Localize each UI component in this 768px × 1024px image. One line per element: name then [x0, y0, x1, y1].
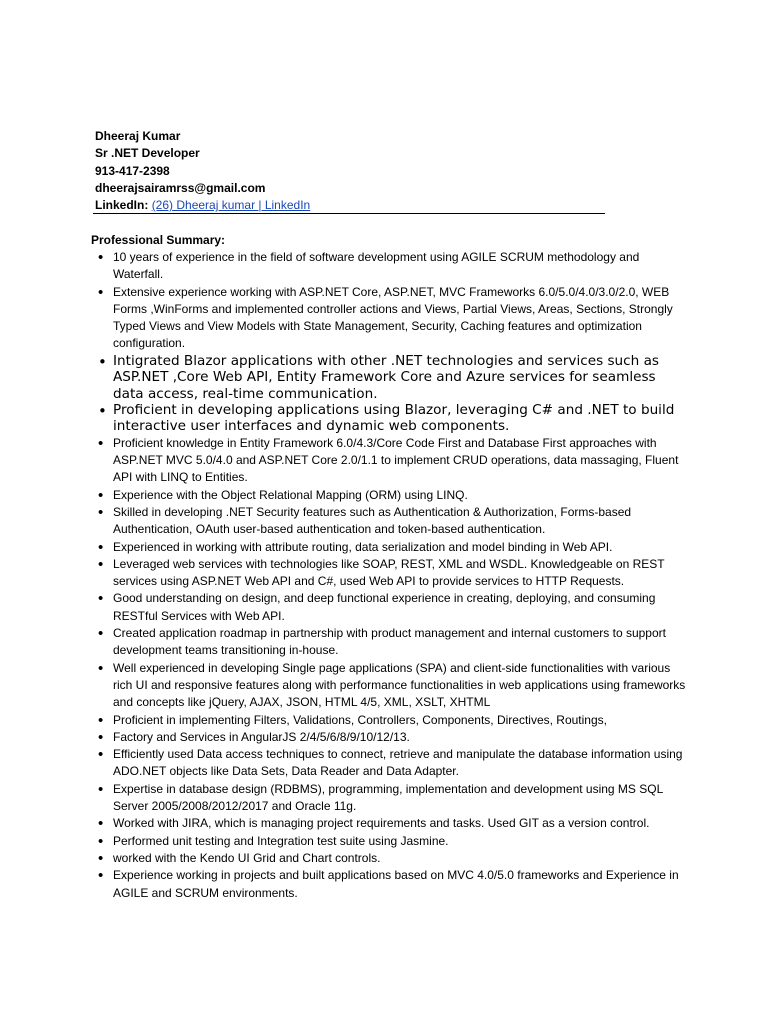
phone-number: 913-417-2398	[95, 163, 170, 178]
list-item: • Expertise in database design (RDBMS), programming, implementation and development using MS SQL Server 2005/2008/2012/2017 and Oracle 11g.	[90, 781, 690, 816]
linkedin-line	[95, 197, 695, 214]
list-item: • Proficient knowledge in Entity Framework 6.0/4.3/Core Code First and Database First approaches with ASP.NET MVC 5.0/4.0 and ASP.NET Core 2.0/1.1 to implement CRUD operations, data massaging, Fluent API with LINQ to Entities.	[90, 435, 690, 487]
summary-list	[90, 249, 690, 902]
section-heading-professional-summary: Professional Summary:	[91, 233, 226, 247]
list-item: • Proficient in implementing Filters, Validations, Controllers, Components, Directives, Routings,	[90, 712, 690, 729]
list-item: • Factory and Services in AngularJS 2/4/5/6/8/9/10/12/13.	[90, 729, 690, 746]
contact-header	[95, 128, 695, 214]
list-item: • Experience working in projects and built applications based on MVC 4.0/5.0 frameworks and Experience in AGILE and SCRUM environments.	[90, 867, 690, 902]
list-item: • Created application roadmap in partnership with product management and internal customers to support development teams transitioning in-house.	[90, 625, 690, 660]
email-address: dheerajsairamrss@gmail.com	[95, 180, 266, 195]
list-item: • Efficiently used Data access techniques to connect, retrieve and manipulate the database information using ADO.NET objects like Data Sets, Data Reader and Data Adapter.	[90, 746, 690, 781]
list-item: • 10 years of experience in the field of software development using AGILE SCRUM methodology and Waterfall.	[90, 249, 690, 284]
separator-line	[93, 213, 605, 214]
list-item: • Performed unit testing and Integration test suite using Jasmine.	[90, 833, 690, 850]
list-item: • Proficient in developing applications using Blazor, leveraging C# and .NET to build interactive user interfaces and dynamic web components.	[90, 402, 690, 435]
list-item: • worked with the Kendo UI Grid and Chart controls.	[90, 850, 690, 867]
list-item: • Worked with JIRA, which is managing project requirements and tasks. Used GIT as a version control.	[90, 815, 690, 832]
linkedin-link[interactable]: (26) Dheeraj kumar | LinkedIn	[151, 198, 311, 213]
list-item: • Skilled in developing .NET Security features such as Authentication & Authorization, Forms-based Authentication, OAuth user-based authentication and token-based authentication.	[90, 504, 690, 539]
list-item: • Extensive experience working with ASP.NET Core, ASP.NET, MVC Frameworks 6.0/5.0/4.0/3.0/2.0, WEB Forms ,WinForms and implemented controller actions and Views, Partial Views, Areas, Sections, Strongly Typed Views and View Models with State Management, Security, Caching features and optimization configuration.	[90, 284, 690, 353]
candidate-name: Dheeraj Kumar	[95, 129, 181, 143]
list-item: • Good understanding on design, and deep functional experience in creating, deploying, and consuming RESTful Services with Web API.	[90, 590, 690, 625]
list-item: • Well experienced in developing Single page applications (SPA) and client-side functionalities with various rich UI and responsive features along with performance functionalities in web applications using frameworks and concepts like jQuery, AJAX, JSON, HTML 4/5, XML, XSLT, XHTML	[90, 660, 690, 712]
linkedin-label: LinkedIn:	[95, 198, 149, 213]
list-item: • Experienced in working with attribute routing, data serialization and model binding in Web API.	[90, 539, 690, 556]
list-item: • Leveraged web services with technologies like SOAP, REST, XML and WSDL. Knowledgeable on REST services using ASP.NET Web API and C#, used Web API to provide services to HTTP Requests.	[90, 556, 690, 591]
list-item: • Experience with the Object Relational Mapping (ORM) using LINQ.	[90, 487, 690, 504]
job-title: Sr .NET Developer	[95, 146, 200, 161]
list-item: • Intigrated Blazor applications with other .NET technologies and services such as ASP.NET ,Core Web API, Entity Framework Core and Azure services for seamless data access, real-time communication.	[90, 353, 690, 402]
